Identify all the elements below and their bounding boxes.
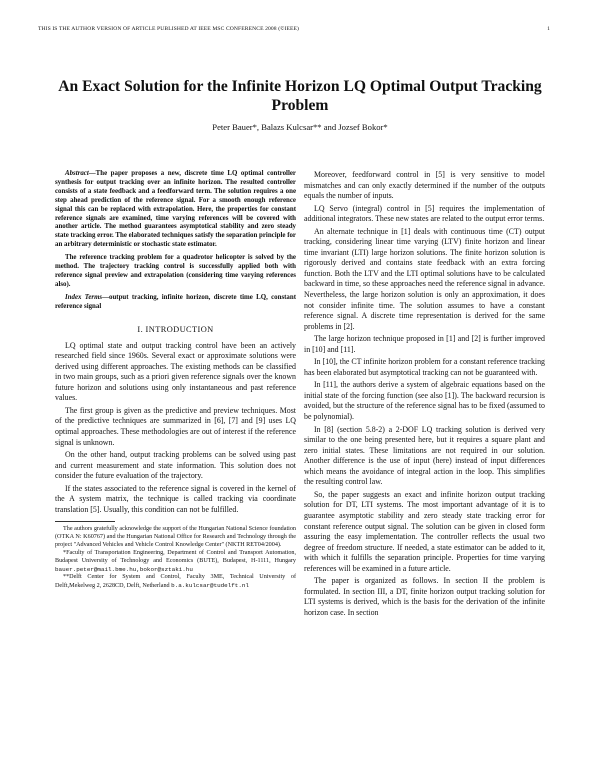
footnote-email-1: bauer.peter@mail.bme.hu,bokor@sztaki.hu <box>55 565 193 573</box>
body-paragraph: In [10], the CT infinite horizon problem for a constant reference tracking has been elaborated but asymptotical tracking can not be guaranteed with. <box>304 357 545 377</box>
body-paragraph: The large horizon technique proposed in [1] and [2] is further improved in [10] and [11]. <box>304 334 545 354</box>
right-column <box>304 170 545 620</box>
footnote-affiliation-2-text: **Delft Center for System and Control, Faculty 3ME, Technical University of Delft,Mekelweg 2, 2628CD, Delft, Netherland <box>55 574 296 590</box>
body-paragraph: In [8] (section 5.8-2) a 2-DOF LQ tracking solution is derived very similar to the one being presented here, but it requires a square plant and zero initial states. These limitations are not required in our solution. Another difference is the use of input (here) instead of input differences which means the avoidance of integral action in the loop. This simplifies the resulting control law. <box>304 424 545 487</box>
body-paragraph: So, the paper suggests an exact and infinite horizon output tracking solution for DT, LTI systems. The most important advantage of it is to guarantee asymptotic stability and zero steady state tracking error for constant reference output signal. The solution can be given in closed form assuring the easy implementation. The controller reflects the usual two degree of freedom structure. If needed, a state estimator can be added to it, with which it fulfills the separation principle. Properties for time varying references will be examined in a future article. <box>304 489 545 573</box>
footnote-affiliation-2 <box>55 574 296 591</box>
footnote-affiliation-1 <box>55 550 296 575</box>
body-paragraph: The first group is given as the predictive and preview techniques. Most of the predictive techniques are summarized in [6], [7] and [9] uses LQ optimal approaches. These methodologies are out of interest if the reference signal is unknown. <box>55 405 296 447</box>
body-paragraph: An alternate technique in [1] deals with continuous time (CT) output tracking, considering linear time varying (LTV) finite horizon and linear time invariant (LTI) large horizon solutions. The finite horizon solution is rigorously derived and contains state feedback with an extra forcing function. Both the LTV and the LTI optimal solutions have to be calculated backward in time, so these approaches need the reference signal in advance. Nevertheless, the large horizon solution is only an approximation, it does not consider infinite time. The solution assumes to have a constant reference signal. A discrete time representation is derived for the same problems in [2]. <box>304 226 545 331</box>
running-header <box>38 26 550 32</box>
paper-title: An Exact Solution for the Infinite Horizon LQ Optimal Output Tracking Problem <box>58 78 542 114</box>
abstract-text: —The paper proposes a new, discrete time LQ optimal controller synthesis for output tracking over an infinite horizon. The resulted controller consists of a state feedback and a feedforward term. The solution requires a one step ahead prediction of the reference signal. For a smooth enough reference signal this can be replaced with extrapolation. Here, the properties for constant reference signals are examined, time varying references will be covered with another article. The method guarantees asymptotical stability and zero steady state tracking error. The elaborated techniques satisfy the separation principle for an arbitrary deterministic or stochastic state estimator. <box>55 170 296 249</box>
abstract-label: Abstract <box>65 170 89 177</box>
author-list: Peter Bauer*, Balazs Kulcsar** and Jozsef Bokor* <box>212 122 388 132</box>
footnote-divider <box>55 521 115 522</box>
header-text: THIS IS THE AUTHOR VERSION OF ARTICLE PUBLISHED AT IEEE MSC CONFERENCE 2008 (©IEEE) <box>38 26 299 32</box>
footnote-email-2: b.a.kulcsar@tudelft.nl <box>171 582 249 590</box>
index-terms-text: —output tracking, infinite horizon, discrete time LQ, constant reference signal <box>55 293 296 310</box>
page-number: 1 <box>547 26 550 32</box>
body-paragraph: The paper is organized as follows. In section II the problem is formulated. In section III, a DT, finite horizon output tracking solution for LTI systems is derived, which is the basis for the derivation of the infinite horizon case. In section <box>304 576 545 617</box>
abstract-paragraph-2: The reference tracking problem for a quadrotor helicopter is solved by the method. The trajectory tracking control is successfully applied both with reference signal preview and extrapolation (considering time varying references also). <box>55 254 296 288</box>
body-paragraph: If the states associated to the reference signal is covered in the kernel of the A system matrix, the technique is called tracking via coordinate translation [5]. Usually, this condition can not be fulfilled. <box>55 483 296 514</box>
footnote-affiliation-1-text: *Faculty of Transportation Engineering, Department of Control and Transport Automation, Budapest University of Technology and Economics (BUTE), Budapest, H-1111, Hungary <box>55 549 296 564</box>
index-terms-label: Index Terms <box>65 293 103 301</box>
index-terms <box>55 294 296 312</box>
footnote-acknowledgement: The authors gratefully acknowledge the support of the Hungarian National Science foundation (OTKA N: K60767) and the Hungarian National Office for Research and Technology through the project "Advanced Vehicles and Vehicle Control Knowledge Center" (NKTH RET04/2004). <box>55 526 296 549</box>
section-heading-introduction: I. INTRODUCTION <box>137 324 214 334</box>
abstract <box>55 170 296 250</box>
body-paragraph: Moreover, feedforward control in [5] is very sensitive to model mismatches and can only exactly determined if the number of the outputs equals the number of inputs. <box>304 170 545 201</box>
body-paragraph: LQ Servo (integral) control in [5] requires the implementation of additional integrators. These new states are related to the output error terms. <box>304 203 545 224</box>
body-paragraph: LQ optimal state and output tracking control have been an actively researched field since 1960s. Several exact or approximate solutions were derived using different approaches. The existing methods can be classified in two main groups, such as a priori given reference signals over the known future horizon and solutions using only instantaneous and past reference values. <box>55 340 296 403</box>
left-column <box>55 170 296 591</box>
body-paragraph: In [11], the authors derive a system of algebraic equations based on the initial state of the forcing function (see also [1]). The backward recursion is avoided, but the structure of the reference signal has to be fixed (assumed to be polynomial). <box>304 380 545 422</box>
body-paragraph: On the other hand, output tracking problems can be solved using past and current measurement and state information. This solution does not consider the future evaluation of the trajectory. <box>55 450 296 481</box>
